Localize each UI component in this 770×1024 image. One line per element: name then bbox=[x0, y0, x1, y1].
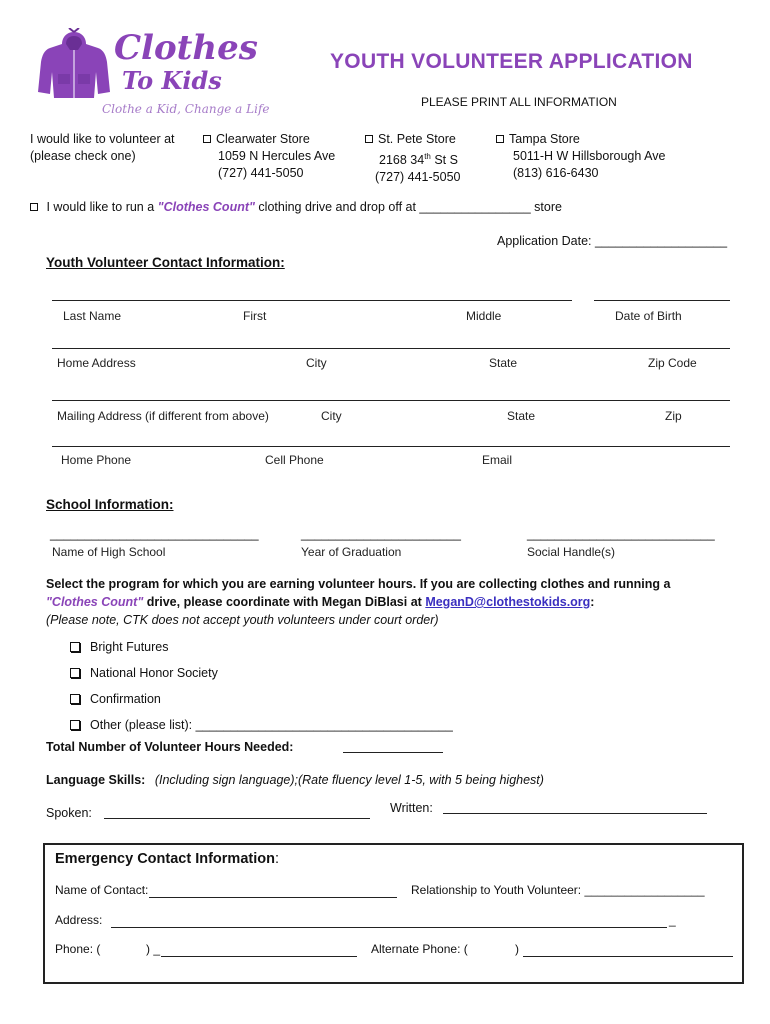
spoken-input-line[interactable] bbox=[104, 818, 370, 819]
store-option-tampa[interactable] bbox=[496, 131, 665, 182]
logo-wordmark-line2: To Kids bbox=[122, 66, 222, 95]
language-label-row bbox=[46, 773, 544, 787]
checkbox-icon[interactable] bbox=[70, 668, 80, 678]
store-phone: (727) 441-5050 bbox=[375, 170, 461, 185]
checkbox-icon[interactable] bbox=[70, 694, 80, 704]
label-home-phone: Home Phone bbox=[61, 453, 132, 467]
hours-label: Total Number of Volunteer Hours Needed: bbox=[46, 740, 294, 754]
application-date[interactable]: Application Date: ___________________ bbox=[497, 234, 728, 248]
store-address: 5011-H W Hillsborough Ave bbox=[513, 149, 666, 163]
language-label: Language Skills: bbox=[46, 773, 146, 787]
drive-name-inline: "Clothes Count" bbox=[46, 595, 144, 609]
school-heading: School Information: bbox=[46, 497, 174, 512]
written-input-line[interactable] bbox=[443, 813, 707, 814]
checkbox-icon[interactable] bbox=[365, 135, 373, 143]
home-address-line[interactable] bbox=[52, 348, 730, 349]
logo bbox=[36, 28, 270, 123]
store-address: 2168 34th St S bbox=[379, 152, 458, 168]
program-instructions: Select the program for which you are earning volunteer hours. If you are collecting clothes and running a bbox=[46, 577, 671, 591]
address-end-mark: _ bbox=[669, 913, 676, 927]
page-subtitle: PLEASE PRINT ALL INFORMATION bbox=[421, 95, 617, 109]
name-line[interactable] bbox=[52, 300, 572, 301]
label-contact-name: Name of Contact: bbox=[55, 883, 149, 897]
store-address: 1059 N Hercules Ave bbox=[218, 149, 336, 163]
store-phone: (727) 441-5050 bbox=[218, 166, 304, 180]
language-note: (Including sign language);(Rate fluency level 1-5, with 5 being highest) bbox=[154, 773, 544, 787]
alt-phone-close: ) bbox=[515, 942, 519, 956]
label-alternate-phone: Alternate Phone: ( bbox=[371, 942, 468, 956]
written-label: Written: bbox=[390, 801, 433, 815]
label-social-handles: Social Handle(s) bbox=[527, 545, 616, 559]
store-name: Clearwater Store bbox=[216, 132, 310, 146]
drive-suffix: store bbox=[534, 200, 562, 214]
coordinator-email-link[interactable]: MeganD@clothestokids.org bbox=[425, 595, 591, 609]
alt-phone-input-line[interactable] bbox=[523, 956, 733, 957]
page-title: YOUTH VOLUNTEER APPLICATION bbox=[330, 50, 693, 73]
drive-name: "Clothes Count" bbox=[157, 200, 255, 214]
label-first-name: First bbox=[243, 309, 267, 323]
store-name: Tampa Store bbox=[509, 132, 580, 146]
label-city: City bbox=[306, 356, 327, 370]
option-label: Confirmation bbox=[90, 692, 161, 706]
logo-wordmark-line1: Clothes bbox=[114, 28, 258, 68]
emergency-address-line[interactable] bbox=[111, 927, 667, 928]
checkbox-icon[interactable] bbox=[203, 135, 211, 143]
label-cell-phone: Cell Phone bbox=[265, 453, 324, 467]
high-school-blank[interactable]: ______________________________ bbox=[50, 527, 259, 541]
label-zip-code: Zip Code bbox=[648, 356, 697, 370]
social-handle-blank[interactable]: ___________________________ bbox=[527, 527, 715, 541]
label-state: State bbox=[489, 356, 518, 370]
program-option-bright-futures[interactable] bbox=[70, 640, 169, 654]
option-label: Bright Futures bbox=[90, 640, 169, 654]
checkbox-icon[interactable] bbox=[70, 642, 80, 652]
hours-input-line[interactable] bbox=[343, 752, 443, 753]
store-intro bbox=[30, 131, 175, 165]
label-mailing-address: Mailing Address (if different from above) bbox=[57, 409, 269, 423]
clothes-drive-option[interactable] bbox=[30, 200, 562, 214]
label-home-address: Home Address bbox=[57, 356, 136, 370]
program-instructions-line2: "Clothes Count" drive, please coordinate with Megan DiBlasi at MeganD@clothestokids.org: bbox=[46, 595, 595, 609]
logo-tagline: Clothe a Kid, Change a Life bbox=[102, 102, 270, 116]
option-label: National Honor Society bbox=[90, 666, 218, 680]
label-last-name: Last Name bbox=[63, 309, 122, 323]
store-intro-line1: I would like to volunteer at bbox=[30, 132, 175, 146]
phone-close: ) _ bbox=[146, 942, 161, 956]
mailing-address-line[interactable] bbox=[52, 400, 730, 401]
program-note: (Please note, CTK does not accept youth volunteers under court order) bbox=[46, 613, 439, 627]
program-option-other[interactable] bbox=[70, 718, 453, 732]
checkbox-icon[interactable] bbox=[70, 720, 80, 730]
emergency-heading: Emergency Contact Information: bbox=[55, 851, 279, 867]
hoodie-icon bbox=[36, 28, 112, 100]
checkbox-icon[interactable] bbox=[496, 135, 504, 143]
drive-middle: clothing drive and drop off at bbox=[258, 200, 416, 214]
store-intro-line2: (please check one) bbox=[30, 149, 136, 163]
label-high-school: Name of High School bbox=[52, 545, 166, 559]
label-email: Email bbox=[482, 453, 513, 467]
drive-store-blank[interactable]: ________________ bbox=[419, 200, 531, 214]
emergency-contact-box bbox=[43, 843, 744, 984]
phone-input-line[interactable] bbox=[161, 956, 357, 957]
label-mailing-zip: Zip bbox=[665, 409, 682, 423]
label-phone: Phone: ( bbox=[55, 942, 101, 956]
store-option-st-pete[interactable] bbox=[365, 131, 460, 186]
store-phone: (813) 616-6430 bbox=[513, 166, 599, 180]
program-option-nhs[interactable] bbox=[70, 666, 218, 680]
label-mailing-city: City bbox=[321, 409, 342, 423]
store-option-clearwater[interactable] bbox=[203, 131, 335, 182]
checkbox-icon[interactable] bbox=[30, 203, 38, 211]
label-emergency-address: Address: bbox=[55, 913, 103, 927]
graduation-year-blank[interactable]: _______________________ bbox=[301, 527, 461, 541]
phone-email-line[interactable] bbox=[52, 446, 730, 447]
contact-name-line[interactable] bbox=[149, 897, 397, 898]
drive-prefix: I would like to run a bbox=[46, 200, 155, 214]
contact-heading: Youth Volunteer Contact Information: bbox=[46, 255, 285, 270]
program-option-confirmation[interactable] bbox=[70, 692, 161, 706]
label-graduation-year: Year of Graduation bbox=[301, 545, 402, 559]
label-middle-name: Middle bbox=[466, 309, 502, 323]
label-date-of-birth: Date of Birth bbox=[615, 309, 682, 323]
label-relationship[interactable]: Relationship to Youth Volunteer: __________________ bbox=[411, 883, 705, 897]
label-mailing-state: State bbox=[507, 409, 536, 423]
store-name: St. Pete Store bbox=[378, 132, 456, 146]
coordinate-text: drive, please coordinate with Megan DiBlasi at bbox=[146, 595, 422, 609]
option-label: Other (please list): _____________________________________ bbox=[90, 718, 453, 732]
dob-line[interactable] bbox=[594, 300, 730, 301]
spoken-label: Spoken: bbox=[46, 806, 92, 820]
